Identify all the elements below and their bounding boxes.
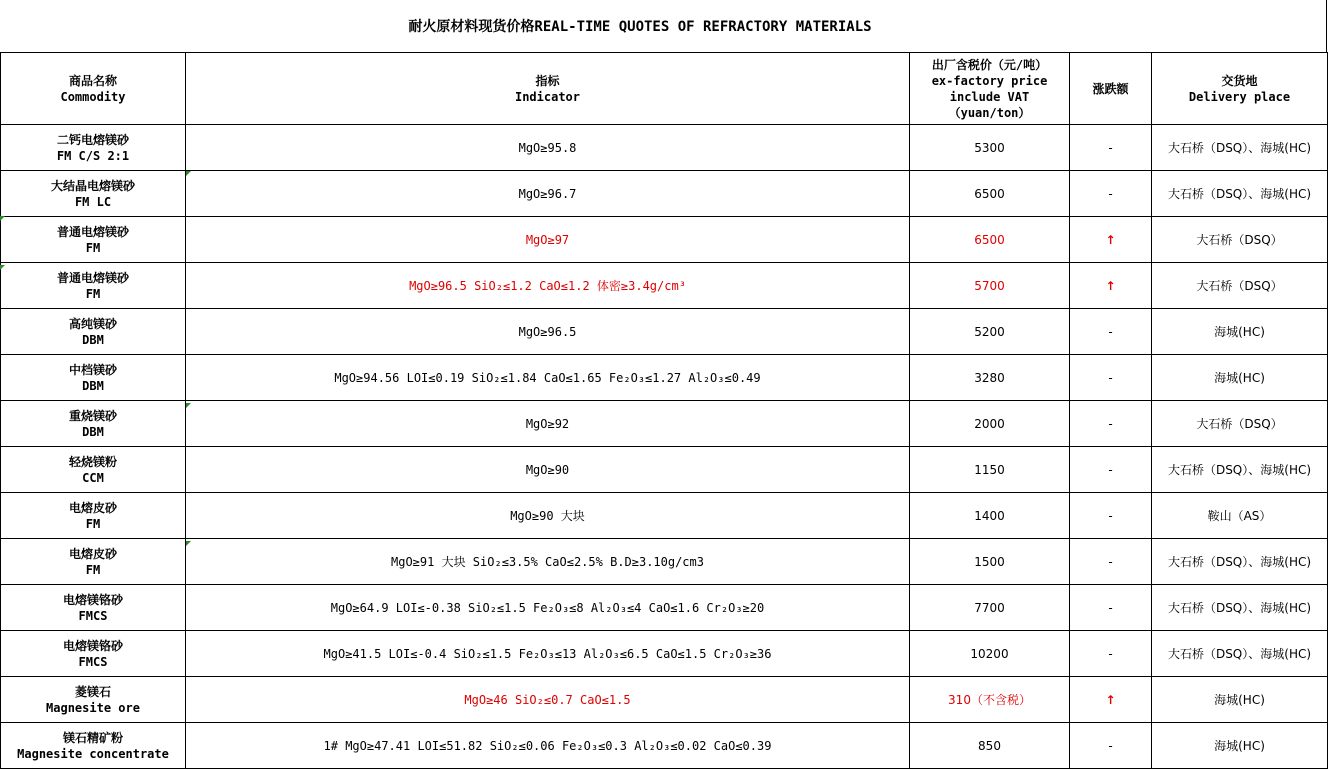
commodity-en: FM (85, 240, 101, 255)
table-row (1, 677, 1328, 723)
commodity-cn: 电熔皮砂 (68, 500, 117, 515)
indicator-cell: MgO≥96.5 (186, 309, 910, 355)
header-commodity-cn: 商品名称 (68, 73, 117, 88)
table-row (1, 723, 1328, 769)
header-price (910, 53, 1070, 125)
commodity-cn: 轻烧镁粉 (68, 454, 117, 469)
indicator-cell: 1# MgO≥47.41 LOI≤51.82 SiO₂≤0.06 Fe₂O₃≤0.3 Al₂O₃≤0.02 CaO≤0.39 (186, 723, 910, 769)
indicator-cell: MgO≥94.56 LOI≤0.19 SiO₂≤1.84 CaO≤1.65 Fe₂O₃≤1.27 Al₂O₃≤0.49 (186, 355, 910, 401)
header-place (1152, 53, 1328, 125)
commodity-en: Magnesite ore (46, 700, 140, 715)
price-cell: 5300 (910, 125, 1070, 171)
place-cell: 大石桥（DSQ）、海城(HC) (1152, 171, 1328, 217)
table-row (1, 355, 1328, 401)
change-cell: - (1070, 171, 1152, 217)
change-cell: - (1070, 355, 1152, 401)
commodity-cn: 电熔皮砂 (68, 546, 117, 561)
header-price-en3: （yuan/ton） (948, 105, 1031, 120)
quotes-table (0, 52, 1328, 769)
place-cell: 海城(HC) (1152, 677, 1328, 723)
commodity-en: FM LC (74, 194, 112, 209)
change-cell: - (1070, 723, 1152, 769)
commodity-cell (1, 125, 186, 171)
price-cell: 6500 (910, 171, 1070, 217)
place-cell: 海城(HC) (1152, 309, 1328, 355)
commodity-en: FM (85, 562, 101, 577)
commodity-cell (1, 677, 186, 723)
price-cell: 3280 (910, 355, 1070, 401)
indicator-cell: MgO≥92 (186, 401, 910, 447)
commodity-cn: 普通电熔镁砂 (56, 270, 129, 285)
commodity-en: FMCS (78, 654, 108, 669)
commodity-cn: 二钙电熔镁砂 (56, 132, 129, 147)
place-cell: 大石桥（DSQ）、海城(HC) (1152, 631, 1328, 677)
header-row (1, 53, 1328, 125)
commodity-en: FM (85, 516, 101, 531)
commodity-cell (1, 447, 186, 493)
change-cell: - (1070, 493, 1152, 539)
comment-marker-icon (0, 216, 5, 221)
commodity-en: Magnesite concentrate (17, 746, 169, 761)
up-arrow-icon: ↑ (1070, 677, 1152, 723)
indicator-cell: MgO≥96.5 SiO₂≤1.2 CaO≤1.2 体密≥3.4g/cm³ (186, 263, 910, 309)
title-border (1326, 0, 1327, 52)
header-change (1070, 53, 1152, 125)
table-row (1, 493, 1328, 539)
indicator-cell: MgO≥96.7 (186, 171, 910, 217)
price-cell: 10200 (910, 631, 1070, 677)
commodity-cell (1, 585, 186, 631)
indicator-cell: MgO≥95.8 (186, 125, 910, 171)
commodity-cell (1, 355, 186, 401)
price-cell: 1500 (910, 539, 1070, 585)
commodity-cn: 菱镁石 (74, 684, 111, 699)
header-price-cn: 出厂含税价（元/吨） (931, 57, 1048, 72)
comment-marker-icon (0, 265, 5, 270)
indicator-cell: MgO≥64.9 LOI≤-0.38 SiO₂≤1.5 Fe₂O₃≤8 Al₂O₃≤4 CaO≤1.6 Cr₂O₃≥20 (186, 585, 910, 631)
header-place-en: Delivery place (1188, 89, 1291, 104)
place-cell: 海城(HC) (1152, 723, 1328, 769)
commodity-cn: 高纯镁砂 (68, 316, 117, 331)
header-commodity (1, 53, 186, 125)
commodity-en: FM (85, 286, 101, 301)
comment-marker-icon (186, 171, 191, 176)
table-row (1, 263, 1328, 309)
price-cell: 1400 (910, 493, 1070, 539)
price-cell: 5200 (910, 309, 1070, 355)
header-price-en1: ex-factory price (931, 73, 1048, 88)
table-row (1, 309, 1328, 355)
header-indicator-cn: 指标 (535, 73, 560, 88)
place-cell: 海城(HC) (1152, 355, 1328, 401)
up-arrow-icon: ↑ (1070, 263, 1152, 309)
commodity-cell (1, 171, 186, 217)
table-row (1, 585, 1328, 631)
header-change-cn: 涨跌额 (1092, 81, 1129, 96)
indicator-cell: MgO≥90 (186, 447, 910, 493)
change-cell: - (1070, 631, 1152, 677)
place-cell: 大石桥（DSQ） (1152, 217, 1328, 263)
commodity-cn: 普通电熔镁砂 (56, 224, 129, 239)
header-place-cn: 交货地 (1221, 73, 1258, 88)
change-cell: - (1070, 447, 1152, 493)
table-row (1, 125, 1328, 171)
header-price-en2: include VAT (949, 89, 1030, 104)
commodity-cn: 电熔镁铬砂 (62, 638, 123, 653)
price-cell: 5700 (910, 263, 1070, 309)
table-row (1, 401, 1328, 447)
header-indicator-en: Indicator (514, 89, 581, 104)
price-cell: 6500 (910, 217, 1070, 263)
indicator-cell: MgO≥97 (186, 217, 910, 263)
change-cell: - (1070, 309, 1152, 355)
change-cell: - (1070, 401, 1152, 447)
comment-marker-icon (186, 541, 191, 546)
commodity-en: FM C/S 2:1 (56, 148, 130, 163)
header-indicator (186, 53, 910, 125)
commodity-cell (1, 631, 186, 677)
place-cell: 大石桥（DSQ）、海城(HC) (1152, 539, 1328, 585)
place-cell: 大石桥（DSQ）、海城(HC) (1152, 125, 1328, 171)
indicator-cell: MgO≥91 大块 SiO₂≤3.5% CaO≤2.5% B.D≥3.10g/cm3 (186, 539, 910, 585)
indicator-cell: MgO≥41.5 LOI≤-0.4 SiO₂≤1.5 Fe₂O₃≤13 Al₂O₃≤6.5 CaO≤1.5 Cr₂O₃≥36 (186, 631, 910, 677)
place-cell: 大石桥（DSQ）、海城(HC) (1152, 585, 1328, 631)
commodity-cn: 镁石精矿粉 (62, 730, 123, 745)
price-cell: 310（不含税） (910, 677, 1070, 723)
commodity-en: DBM (82, 332, 104, 347)
header-commodity-en: Commodity (60, 89, 126, 104)
commodity-en: FMCS (78, 608, 108, 623)
commodity-cell (1, 493, 186, 539)
commodity-cell (1, 309, 186, 355)
table-row (1, 217, 1328, 263)
commodity-cn: 大结晶电熔镁砂 (50, 178, 135, 193)
indicator-cell: MgO≥46 SiO₂≤0.7 CaO≤1.5 (186, 677, 910, 723)
commodity-cell (1, 723, 186, 769)
commodity-cn: 电熔镁铬砂 (62, 592, 123, 607)
table-row (1, 631, 1328, 677)
commodity-cell (1, 401, 186, 447)
table-row (1, 539, 1328, 585)
up-arrow-icon: ↑ (1070, 217, 1152, 263)
place-cell: 大石桥（DSQ）、海城(HC) (1152, 447, 1328, 493)
sheet-title: 耐火原材料现货价格REAL-TIME QUOTES OF REFRACTORY MATERIALS (0, 0, 1280, 53)
commodity-cn: 重烧镁砂 (68, 408, 117, 423)
place-cell: 大石桥（DSQ） (1152, 263, 1328, 309)
place-cell: 鞍山（AS） (1152, 493, 1328, 539)
commodity-cell (1, 217, 186, 263)
change-cell: - (1070, 125, 1152, 171)
change-cell: - (1070, 585, 1152, 631)
price-cell: 2000 (910, 401, 1070, 447)
table-row (1, 447, 1328, 493)
indicator-cell: MgO≥90 大块 (186, 493, 910, 539)
commodity-cell (1, 263, 186, 309)
commodity-en: DBM (82, 424, 104, 439)
commodity-cell (1, 539, 186, 585)
price-cell: 7700 (910, 585, 1070, 631)
commodity-cn: 中档镁砂 (68, 362, 117, 377)
price-cell: 1150 (910, 447, 1070, 493)
table-row (1, 171, 1328, 217)
place-cell: 大石桥（DSQ） (1152, 401, 1328, 447)
commodity-en: CCM (82, 470, 104, 485)
commodity-en: DBM (82, 378, 104, 393)
comment-marker-icon (186, 403, 191, 408)
price-cell: 850 (910, 723, 1070, 769)
change-cell: - (1070, 539, 1152, 585)
